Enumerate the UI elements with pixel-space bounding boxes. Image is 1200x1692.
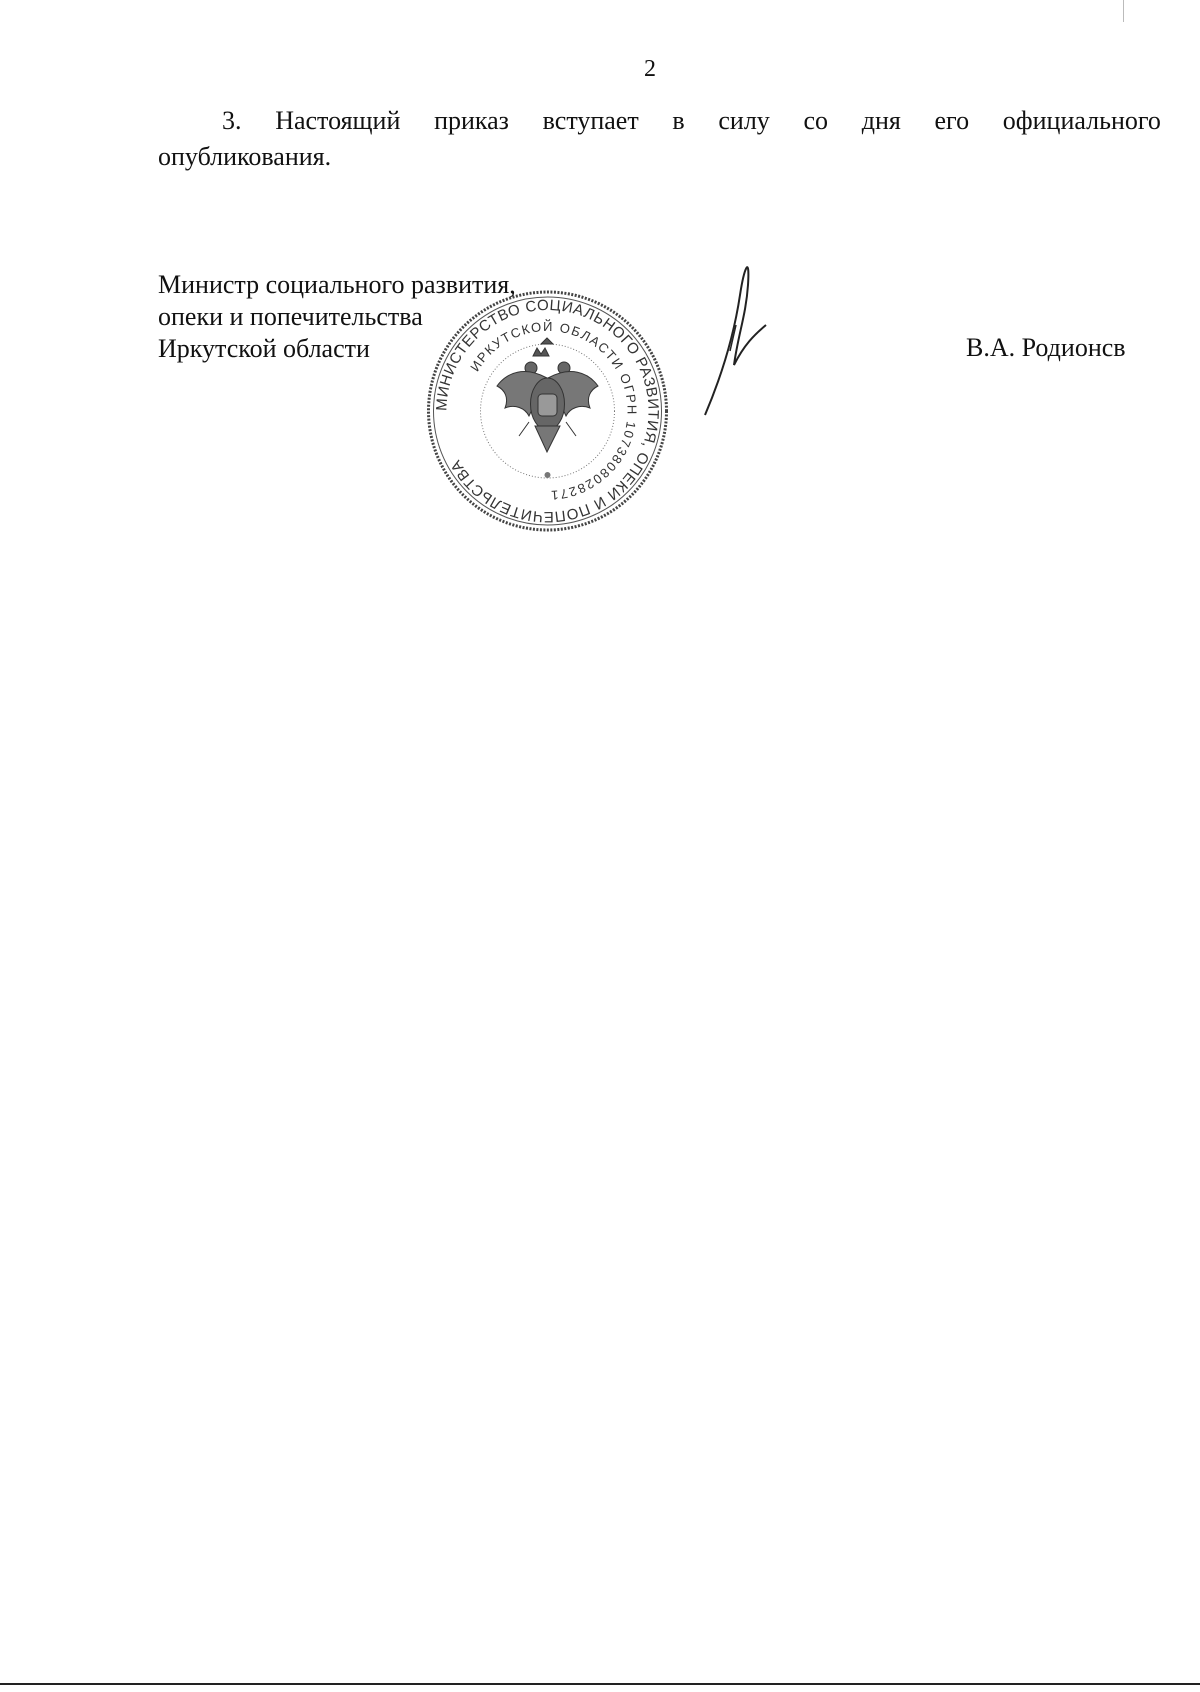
clause-word: силу <box>718 106 770 135</box>
signatory-title-line: Иркутской области <box>158 334 370 363</box>
clause-word: официального <box>1002 106 1161 135</box>
clause-word: со <box>803 106 829 135</box>
clause-word: вступает <box>542 106 639 135</box>
clause-line-2: опубликования. <box>158 142 332 171</box>
clause-word: приказ <box>434 106 509 135</box>
clause-word: 3. <box>222 106 242 135</box>
seal-outer-text: МИНИСТЕРСТВО СОЦИАЛЬНОГО РАЗВИТИЯ, ОПЕКИ И ПОПЕЧИТЕЛЬСТВА <box>433 296 662 526</box>
clause-word: дня <box>861 106 901 135</box>
scan-edge-mark <box>1123 0 1124 22</box>
seal-inner-text: ИРКУТСКОЙ ОБЛАСТИ ОГРН 1073808028271 <box>467 318 640 504</box>
clause-word: в <box>672 106 685 135</box>
double-headed-eagle-emblem <box>497 338 598 452</box>
clause-3 <box>158 103 1161 175</box>
signatory-name: В.А. Родионсв <box>966 333 1126 362</box>
signatory-title-line: Министр социального развития, <box>158 270 516 299</box>
clause-word: его <box>934 106 970 135</box>
page-bottom-rule <box>0 1683 1200 1685</box>
page-number: 2 <box>644 56 656 82</box>
clause-word: Настоящий <box>275 106 401 135</box>
official-seal <box>425 286 670 536</box>
handwritten-signature <box>700 255 790 425</box>
signatory-title-line: опеки и попечительства <box>158 302 423 331</box>
clause-line-1 <box>158 103 1161 139</box>
